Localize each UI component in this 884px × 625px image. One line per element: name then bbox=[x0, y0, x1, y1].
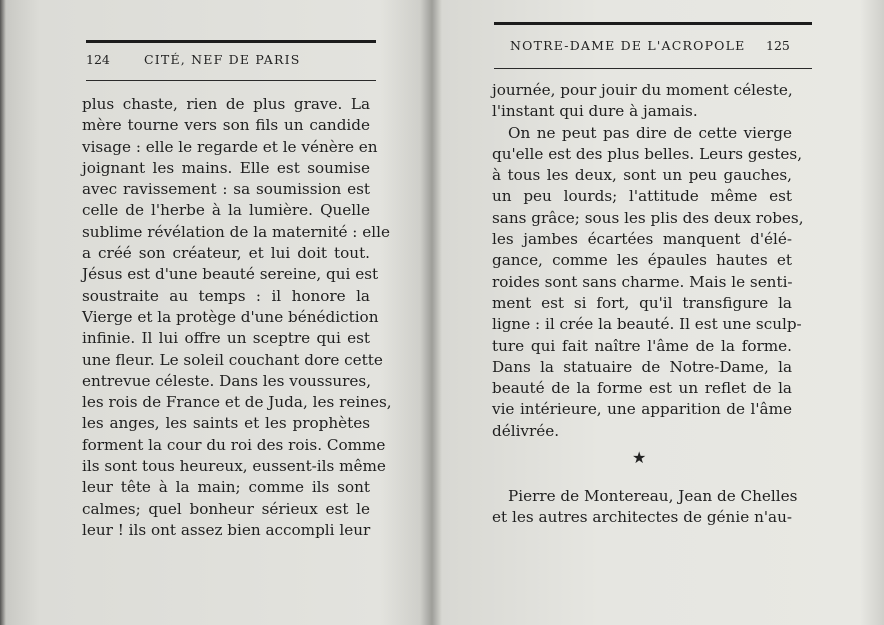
text-line: forment la cour du roi des rois. Comme bbox=[82, 435, 386, 454]
text-line: l'instant qui dure à jamais. bbox=[492, 102, 698, 121]
section-separator-star-icon: ★ bbox=[632, 448, 647, 467]
text-line: leur ! ils ont assez bien accompli leur bbox=[82, 520, 371, 539]
text-line: beauté de la forme est un reflet de la bbox=[492, 379, 792, 398]
header-rule-top bbox=[494, 22, 812, 25]
text-line: celle de l'herbe à la lumière. Quelle bbox=[82, 201, 370, 220]
text-line: calmes; quel bonheur sérieux est le bbox=[82, 499, 370, 518]
text-line: les jambes écartées manquent d'élé- bbox=[492, 230, 792, 249]
text-line: leur tête à la main; comme ils sont bbox=[82, 478, 370, 497]
text-line: Dans la statuaire de Notre-Dame, la bbox=[492, 357, 792, 376]
text-line: Vierge et la protège d'une bénédiction bbox=[82, 307, 379, 326]
text-line: un peu lourds; l'attitude même est bbox=[492, 187, 792, 206]
text-line: ment est si fort, qu'il transfigure la bbox=[492, 293, 792, 312]
right-body-text-continued bbox=[492, 486, 798, 529]
text-line: soustraite au temps : il honore la bbox=[82, 286, 370, 305]
text-line: avec ravissement : sa soumission est bbox=[82, 180, 370, 199]
text-line: gance, comme les épaules hautes et bbox=[492, 251, 792, 270]
text-line: joignant les mains. Elle est soumise bbox=[82, 158, 370, 177]
text-line: qu'elle est des plus belles. Leurs gestes, bbox=[492, 144, 803, 163]
text-line: plus chaste, rien de plus grave. La bbox=[82, 95, 370, 113]
text-line: journée, pour jouir du moment céleste, bbox=[492, 81, 793, 99]
text-line: une fleur. Le soleil couchant dore cette bbox=[82, 350, 383, 369]
text-line: délivrée. bbox=[492, 421, 560, 440]
right-body-text bbox=[492, 80, 804, 442]
left-body-text bbox=[82, 94, 392, 541]
text-line: On ne peut pas dire de cette vierge bbox=[508, 123, 792, 142]
running-head: CITÉ, NEF DE PARIS bbox=[144, 52, 301, 67]
page-number: 124 bbox=[86, 52, 110, 67]
left-page bbox=[8, 0, 428, 625]
header-rule-bottom bbox=[494, 68, 812, 69]
text-line: les anges, les saints et les prophètes bbox=[82, 414, 370, 433]
right-page bbox=[436, 0, 884, 625]
text-line: à tous les deux, sont un peu gauches, bbox=[492, 166, 792, 185]
header-rule-bottom bbox=[86, 80, 376, 81]
text-line: ils sont tous heureux, eussent-ils même bbox=[82, 457, 386, 476]
page-number: 125 bbox=[766, 38, 790, 53]
text-line: ligne : il crée la beauté. Il est une sculp- bbox=[492, 315, 802, 334]
text-line: visage : elle le regarde et le vénère en bbox=[82, 137, 378, 156]
text-line: infinie. Il lui offre un sceptre qui est bbox=[82, 329, 370, 348]
header-rule-top bbox=[86, 40, 376, 43]
running-head: NOTRE-DAME DE L'ACROPOLE bbox=[510, 38, 746, 53]
text-line: Jésus est d'une beauté sereine, qui est bbox=[82, 265, 379, 284]
text-line: mère tourne vers son fils un candide bbox=[82, 116, 370, 135]
text-line: ture qui fait naître l'âme de la forme. bbox=[492, 336, 792, 355]
text-line: entrevue céleste. Dans les voussures, bbox=[82, 371, 372, 390]
text-line: les rois de France et de Juda, les reines, bbox=[82, 393, 392, 412]
text-line: Pierre de Montereau, Jean de Chelles bbox=[508, 487, 798, 505]
text-line: sans grâce; sous les plis des deux robes, bbox=[492, 208, 804, 227]
text-line: sublime révélation de la maternité : elle bbox=[82, 222, 390, 241]
text-line: et les autres architectes de génie n'au- bbox=[492, 508, 792, 527]
text-line: roides sont sans charme. Mais le senti- bbox=[492, 272, 793, 291]
text-line: vie intérieure, une apparition de l'âme bbox=[492, 400, 792, 419]
text-line: a créé son créateur, et lui doit tout. bbox=[82, 244, 370, 263]
